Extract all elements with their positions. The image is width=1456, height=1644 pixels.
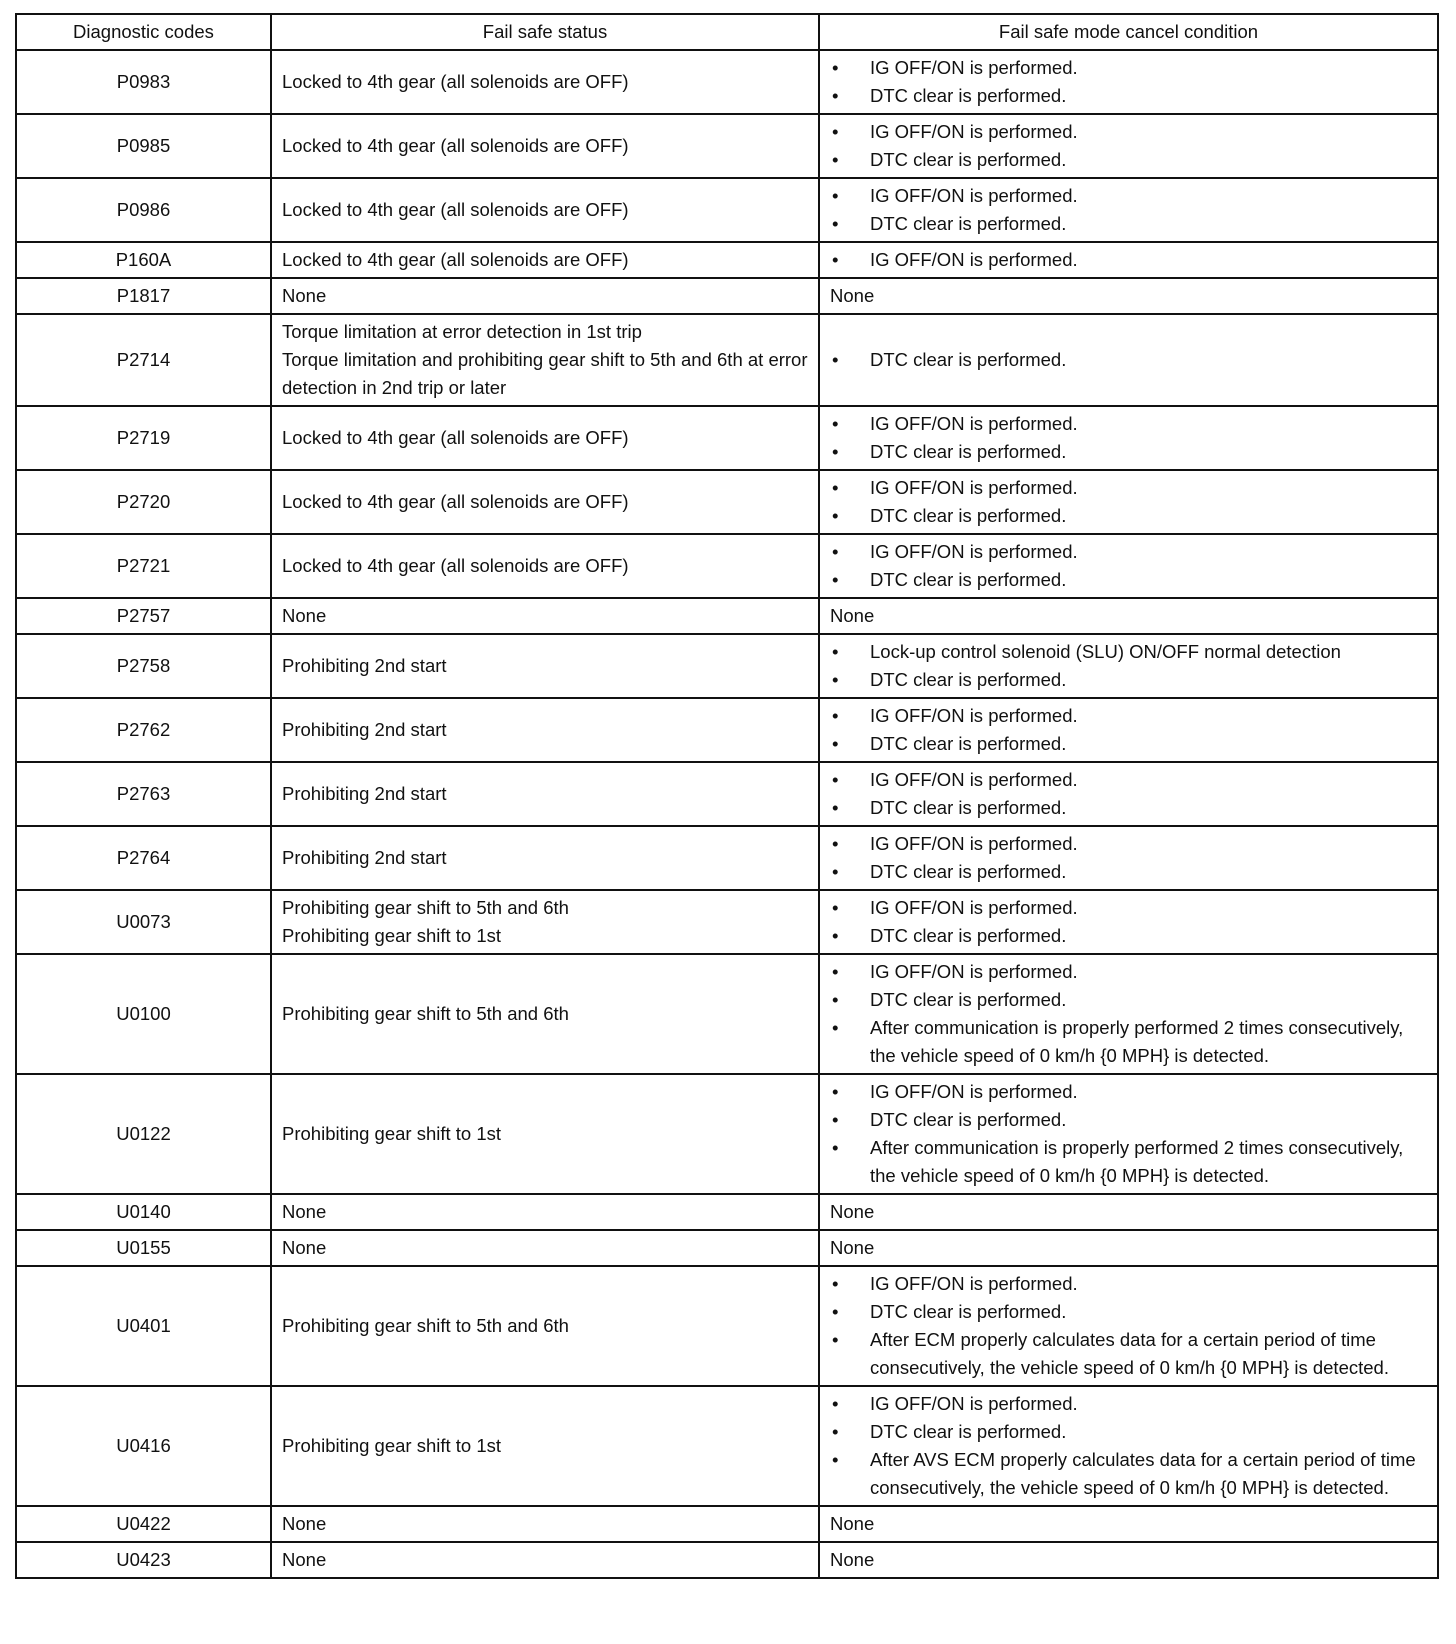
fail-safe-status-cell: [271, 1230, 819, 1266]
cancel-condition-list: [830, 474, 1429, 530]
cancel-condition-cell: [819, 698, 1438, 762]
cancel-condition-item: • DTC clear is performed.: [830, 1418, 1429, 1446]
fail-safe-status-cell: [271, 762, 819, 826]
table-row: [16, 634, 1438, 698]
fail-safe-status-line: Locked to 4th gear (all solenoids are OFF): [282, 491, 629, 512]
diagnostic-code: U0416: [16, 1386, 271, 1506]
diagnostic-code: U0100: [16, 954, 271, 1074]
cancel-condition-item: • DTC clear is performed.: [830, 922, 1429, 950]
fail-safe-status-cell: [271, 1506, 819, 1542]
cancel-condition-item: • DTC clear is performed.: [830, 346, 1429, 374]
cancel-condition-list: [830, 182, 1429, 238]
table-row: [16, 1386, 1438, 1506]
cancel-condition-cell: None: [819, 1542, 1438, 1578]
cancel-condition-item: • IG OFF/ON is performed.: [830, 830, 1429, 858]
cancel-condition-item: • IG OFF/ON is performed.: [830, 1390, 1429, 1418]
fail-safe-status-cell: [271, 826, 819, 890]
table-row: [16, 1542, 1438, 1578]
table-row: [16, 762, 1438, 826]
table-row: [16, 1506, 1438, 1542]
cancel-condition-list: [830, 702, 1429, 758]
cancel-condition-cell: [819, 242, 1438, 278]
cancel-condition-item: • DTC clear is performed.: [830, 666, 1429, 694]
cancel-condition-list: [830, 958, 1429, 1070]
cancel-condition-cell: [819, 1266, 1438, 1386]
diagnostic-code: P0983: [16, 50, 271, 114]
fail-safe-status-line: Prohibiting gear shift to 1st: [282, 1435, 502, 1456]
cancel-condition-cell: [819, 114, 1438, 178]
cancel-condition-item: • IG OFF/ON is performed.: [830, 182, 1429, 210]
document-page: [15, 13, 1439, 1579]
table-row: [16, 314, 1438, 406]
cancel-condition-cell: [819, 406, 1438, 470]
fail-safe-status-cell: [271, 954, 819, 1074]
cancel-condition-cell: [819, 634, 1438, 698]
cancel-condition-item: • IG OFF/ON is performed.: [830, 1270, 1429, 1298]
cancel-condition-item: • IG OFF/ON is performed.: [830, 410, 1429, 438]
fail-safe-status-cell: [271, 278, 819, 314]
fail-safe-status-cell: [271, 698, 819, 762]
fail-safe-status-cell: [271, 1542, 819, 1578]
fail-safe-status-cell: [271, 598, 819, 634]
fail-safe-status-line: None: [282, 1237, 327, 1258]
cancel-condition-item: • DTC clear is performed.: [830, 1298, 1429, 1326]
cancel-condition-item: • DTC clear is performed.: [830, 146, 1429, 174]
table-row: [16, 698, 1438, 762]
cancel-condition-cell: [819, 762, 1438, 826]
cancel-condition-cell: None: [819, 1506, 1438, 1542]
diagnostic-code: U0401: [16, 1266, 271, 1386]
table-row: [16, 1266, 1438, 1386]
table-row: [16, 1074, 1438, 1194]
fail-safe-status-cell: [271, 634, 819, 698]
cancel-condition-list: [830, 246, 1429, 274]
cancel-condition-list: [830, 54, 1429, 110]
diagnostic-code: U0423: [16, 1542, 271, 1578]
cancel-condition-item: • DTC clear is performed.: [830, 210, 1429, 238]
cancel-condition-cell: [819, 314, 1438, 406]
cancel-condition-item: • DTC clear is performed.: [830, 502, 1429, 530]
fail-safe-status-line: Locked to 4th gear (all solenoids are OFF): [282, 199, 629, 220]
fail-safe-status-line: Torque limitation at error detection in 1st trip: [282, 321, 642, 342]
cancel-condition-list: [830, 118, 1429, 174]
diagnostic-code: P1817: [16, 278, 271, 314]
cancel-condition-item: • DTC clear is performed.: [830, 82, 1429, 110]
cancel-condition-cell: [819, 178, 1438, 242]
cancel-condition-item: • IG OFF/ON is performed.: [830, 118, 1429, 146]
cancel-condition-cell: [819, 954, 1438, 1074]
fail-safe-status-cell: [271, 1386, 819, 1506]
fail-safe-status-cell: [271, 314, 819, 406]
diagnostic-code: P2719: [16, 406, 271, 470]
table-row: [16, 1230, 1438, 1266]
header-row: [16, 14, 1438, 50]
fail-safe-status-line: None: [282, 605, 327, 626]
cancel-condition-item: • IG OFF/ON is performed.: [830, 474, 1429, 502]
diagnostic-code: P2757: [16, 598, 271, 634]
fail-safe-status-line: Locked to 4th gear (all solenoids are OFF): [282, 249, 629, 270]
fail-safe-status-cell: [271, 406, 819, 470]
cancel-condition-list: [830, 1078, 1429, 1190]
fail-safe-status-line: None: [282, 1513, 327, 1534]
diagnostic-code: U0422: [16, 1506, 271, 1542]
diagnostic-code: U0140: [16, 1194, 271, 1230]
cancel-condition-list: [830, 538, 1429, 594]
cancel-condition-list: [830, 1390, 1429, 1502]
cancel-condition-item: • IG OFF/ON is performed.: [830, 246, 1429, 274]
diagnostic-code: P2721: [16, 534, 271, 598]
cancel-condition-item: • IG OFF/ON is performed.: [830, 538, 1429, 566]
fail-safe-status-line: Prohibiting 2nd start: [282, 655, 447, 676]
cancel-condition-item: • DTC clear is performed.: [830, 730, 1429, 758]
cancel-condition-item: • DTC clear is performed.: [830, 1106, 1429, 1134]
cancel-condition-item: • DTC clear is performed.: [830, 794, 1429, 822]
cancel-condition-cell: [819, 826, 1438, 890]
fail-safe-status-line: Locked to 4th gear (all solenoids are OFF): [282, 427, 629, 448]
table-row: [16, 598, 1438, 634]
table-row: [16, 178, 1438, 242]
diagnostic-code: P2763: [16, 762, 271, 826]
cancel-condition-item: • IG OFF/ON is performed.: [830, 702, 1429, 730]
fail-safe-status-cell: [271, 1194, 819, 1230]
table-row: [16, 954, 1438, 1074]
fail-safe-status-line: Prohibiting 2nd start: [282, 783, 447, 804]
cancel-condition-item: • DTC clear is performed.: [830, 566, 1429, 594]
table-row: [16, 890, 1438, 954]
cancel-condition-list: [830, 830, 1429, 886]
fail-safe-status-line: Prohibiting gear shift to 5th and 6th: [282, 897, 569, 918]
table-row: [16, 114, 1438, 178]
diagnostic-code: U0073: [16, 890, 271, 954]
cancel-condition-cell: None: [819, 1194, 1438, 1230]
fail-safe-status-cell: [271, 890, 819, 954]
table-row: [16, 406, 1438, 470]
cancel-condition-item: • After communication is properly performed 2 times consecutively, the vehicle speed of 0 km/h {0 MPH} is detected.: [830, 1014, 1429, 1070]
cancel-condition-cell: [819, 1074, 1438, 1194]
cancel-condition-cell: [819, 534, 1438, 598]
fail-safe-status-line: None: [282, 1549, 327, 1570]
fail-safe-status-line: Prohibiting gear shift to 1st: [282, 1123, 502, 1144]
fail-safe-status-line: Torque limitation and prohibiting gear shift to 5th and 6th at error detection in 2nd trip or later: [282, 349, 808, 398]
table-row: [16, 470, 1438, 534]
fail-safe-status-line: Prohibiting gear shift to 5th and 6th: [282, 1003, 569, 1024]
table-row: [16, 278, 1438, 314]
cancel-condition-item: • After communication is properly performed 2 times consecutively, the vehicle speed of 0 km/h {0 MPH} is detected.: [830, 1134, 1429, 1190]
cancel-condition-item: • IG OFF/ON is performed.: [830, 1078, 1429, 1106]
cancel-condition-cell: None: [819, 278, 1438, 314]
cancel-condition-list: [830, 766, 1429, 822]
cancel-condition-list: [830, 638, 1429, 694]
diagnostic-code: P2762: [16, 698, 271, 762]
fail-safe-status-line: Prohibiting 2nd start: [282, 847, 447, 868]
cancel-condition-item: • DTC clear is performed.: [830, 858, 1429, 886]
diagnostic-code: U0155: [16, 1230, 271, 1266]
fail-safe-status-cell: [271, 1266, 819, 1386]
table-row: [16, 242, 1438, 278]
table-row: [16, 534, 1438, 598]
diagnostic-code: P2764: [16, 826, 271, 890]
cancel-condition-cell: None: [819, 598, 1438, 634]
fail-safe-status-line: None: [282, 285, 327, 306]
fail-safe-status-cell: [271, 1074, 819, 1194]
cancel-condition-list: [830, 1270, 1429, 1382]
table-body: [16, 50, 1438, 1578]
fail-safe-status-cell: [271, 534, 819, 598]
cancel-condition-item: • DTC clear is performed.: [830, 986, 1429, 1014]
cancel-condition-item: • IG OFF/ON is performed.: [830, 894, 1429, 922]
fail-safe-status-line: Locked to 4th gear (all solenoids are OFF): [282, 135, 629, 156]
cancel-condition-item: • After AVS ECM properly calculates data for a certain period of time consecutively, the vehicle speed of 0 km/h {0 MPH} is detected.: [830, 1446, 1429, 1502]
cancel-condition-cell: [819, 50, 1438, 114]
diagnostic-code: U0122: [16, 1074, 271, 1194]
fail-safe-status-cell: [271, 114, 819, 178]
cancel-condition-list: [830, 894, 1429, 950]
cancel-condition-item: • Lock-up control solenoid (SLU) ON/OFF normal detection: [830, 638, 1429, 666]
diagnostic-code: P160A: [16, 242, 271, 278]
fail-safe-status-line: Locked to 4th gear (all solenoids are OFF): [282, 71, 629, 92]
cancel-condition-cell: [819, 1386, 1438, 1506]
cancel-condition-item: • DTC clear is performed.: [830, 438, 1429, 466]
cancel-condition-item: • IG OFF/ON is performed.: [830, 766, 1429, 794]
fail-safe-status-cell: [271, 470, 819, 534]
fail-safe-status-line: Prohibiting 2nd start: [282, 719, 447, 740]
diagnostic-code: P2758: [16, 634, 271, 698]
header-cancel-condition: Fail safe mode cancel condition: [819, 14, 1438, 50]
fail-safe-status-line: Prohibiting gear shift to 5th and 6th: [282, 1315, 569, 1336]
fail-safe-table: [15, 13, 1439, 1579]
table-row: [16, 50, 1438, 114]
cancel-condition-cell: [819, 470, 1438, 534]
fail-safe-status-line: None: [282, 1201, 327, 1222]
cancel-condition-cell: None: [819, 1230, 1438, 1266]
header-fail-safe-status: Fail safe status: [271, 14, 819, 50]
cancel-condition-item: • After ECM properly calculates data for a certain period of time consecutively, the vehicle speed of 0 km/h {0 MPH} is detected.: [830, 1326, 1429, 1382]
diagnostic-code: P0986: [16, 178, 271, 242]
cancel-condition-list: [830, 410, 1429, 466]
header-diagnostic-codes: Diagnostic codes: [16, 14, 271, 50]
diagnostic-code: P2714: [16, 314, 271, 406]
fail-safe-status-line: Locked to 4th gear (all solenoids are OFF): [282, 555, 629, 576]
diagnostic-code: P0985: [16, 114, 271, 178]
table-row: [16, 1194, 1438, 1230]
cancel-condition-list: [830, 346, 1429, 374]
fail-safe-status-cell: [271, 178, 819, 242]
cancel-condition-item: • IG OFF/ON is performed.: [830, 958, 1429, 986]
cancel-condition-item: • IG OFF/ON is performed.: [830, 54, 1429, 82]
diagnostic-code: P2720: [16, 470, 271, 534]
fail-safe-status-cell: [271, 50, 819, 114]
cancel-condition-cell: [819, 890, 1438, 954]
table-row: [16, 826, 1438, 890]
fail-safe-status-cell: [271, 242, 819, 278]
fail-safe-status-line: Prohibiting gear shift to 1st: [282, 925, 502, 946]
